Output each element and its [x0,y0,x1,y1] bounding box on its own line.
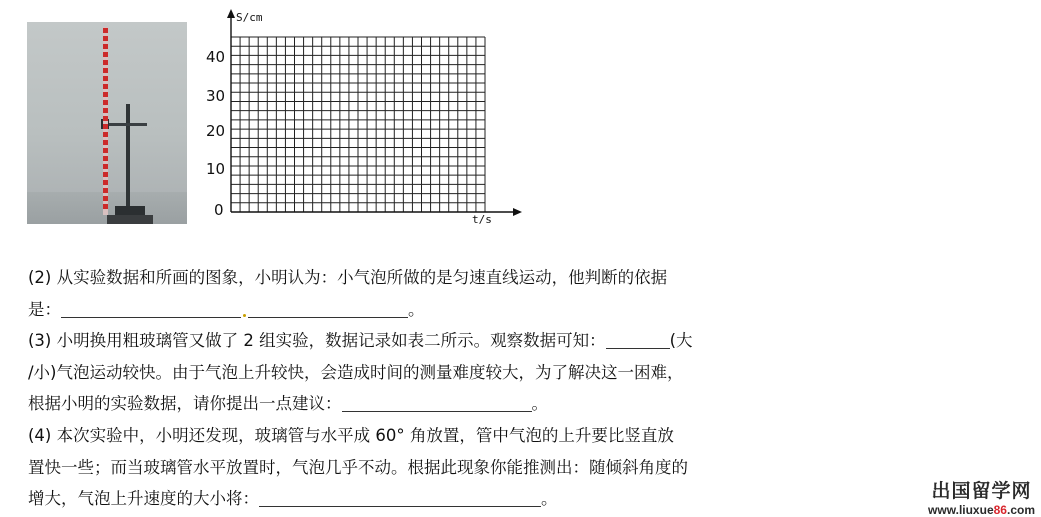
question-2 [28,262,667,325]
tube-mark [103,124,108,129]
question-3-line-1-suffix: (大 [669,331,693,350]
answer-blank-q4[interactable] [259,488,541,507]
tube-mark [103,52,108,57]
question-2-suffix: 。 [408,299,425,319]
tube-mark [103,100,108,105]
tube-mark [103,164,108,169]
question-2-line-2 [28,294,667,326]
tube-mark [103,172,108,177]
question-3-line-3-text: 根据小明的实验数据，请你提出一点建议： [28,394,342,413]
tube-mark [103,204,108,209]
tube-red-markings [103,28,108,209]
tube-mark [103,60,108,65]
question-3-line-3-suffix: 。 [531,394,548,413]
y-tick-label: 30 [206,87,226,105]
tube-mark [103,148,108,153]
x-axis-label: t/s [472,213,492,225]
apparatus-illustration [27,22,187,224]
watermark [928,476,1035,517]
tube-mark [103,36,108,41]
tube-mark [103,196,108,201]
tube-mark [103,140,108,145]
answer-blank-q3b[interactable] [342,393,532,412]
y-axis-arrow [227,9,235,18]
stand-rod [126,104,130,212]
question-3-line-1-text: (3) 小明换用粗玻璃管又做了 2 组实验，数据记录如表二所示。观察数据可知： [28,331,606,350]
tube-mark [103,92,108,97]
question-4-line-2: 置快一些；而当玻璃管水平放置时，气泡几乎不动。根据此现象你能推测出：随倾斜角度的 [28,457,688,477]
tube-mark [103,108,108,113]
watermark-url-number: 86 [993,503,1007,517]
y-axis-label: S/cm [236,11,263,24]
question-3 [28,325,693,420]
x-axis-arrow [513,208,522,216]
graph-svg [200,5,530,225]
question-4-line-1: (4) 本次实验中，小明还发现，玻璃管与水平成 60° 角放置，管中气泡的上升要比竖直放 [28,426,674,445]
tube-mark [103,76,108,81]
question-3-line-3 [28,388,693,420]
question-3-line-2: /小)气泡运动较快。由于气泡上升较快，会造成时间的测量难度较大，为了解决这一困难， [28,362,684,382]
y-tick-label: 0 [214,201,224,219]
watermark-name: 出国留学网 [931,480,1032,502]
watermark-url-prefix: www.liuxue [928,503,994,517]
stand-foot [107,215,153,224]
question-4-line-3 [28,483,688,515]
tube-mark [103,28,108,33]
tube-mark [103,156,108,161]
tube-mark [103,44,108,49]
question-4-line-3-text: 增大，气泡上升速度的大小将： [28,489,259,508]
answer-blank-q2b[interactable] [248,299,408,318]
y-tick-label: 20 [206,122,226,140]
tube-mark [103,180,108,185]
tube-mark [103,84,108,89]
question-4 [28,420,688,515]
tube-mark [103,188,108,193]
answer-blank-q3a[interactable] [606,330,670,349]
tube-mark [103,132,108,137]
question-4-line-3-suffix: 。 [541,489,558,508]
watermark-url-suffix: .com [1006,503,1035,517]
experiment-photo [27,22,187,224]
s-t-graph [200,5,530,225]
tube-mark [103,116,108,121]
tube-mark [103,68,108,73]
y-tick-label: 40 [206,48,226,66]
question-2-prefix: 是： [28,299,61,319]
y-tick-label: 10 [206,160,226,178]
question-3-line-1 [28,325,693,357]
graph-grid [231,37,485,212]
question-2-line-1: (2) 从实验数据和所画的图象，小明认为：小气泡所做的是匀速直线运动，他判断的依据 [28,268,668,287]
answer-blank-q2a[interactable] [61,299,241,318]
marker-dot [243,314,246,317]
